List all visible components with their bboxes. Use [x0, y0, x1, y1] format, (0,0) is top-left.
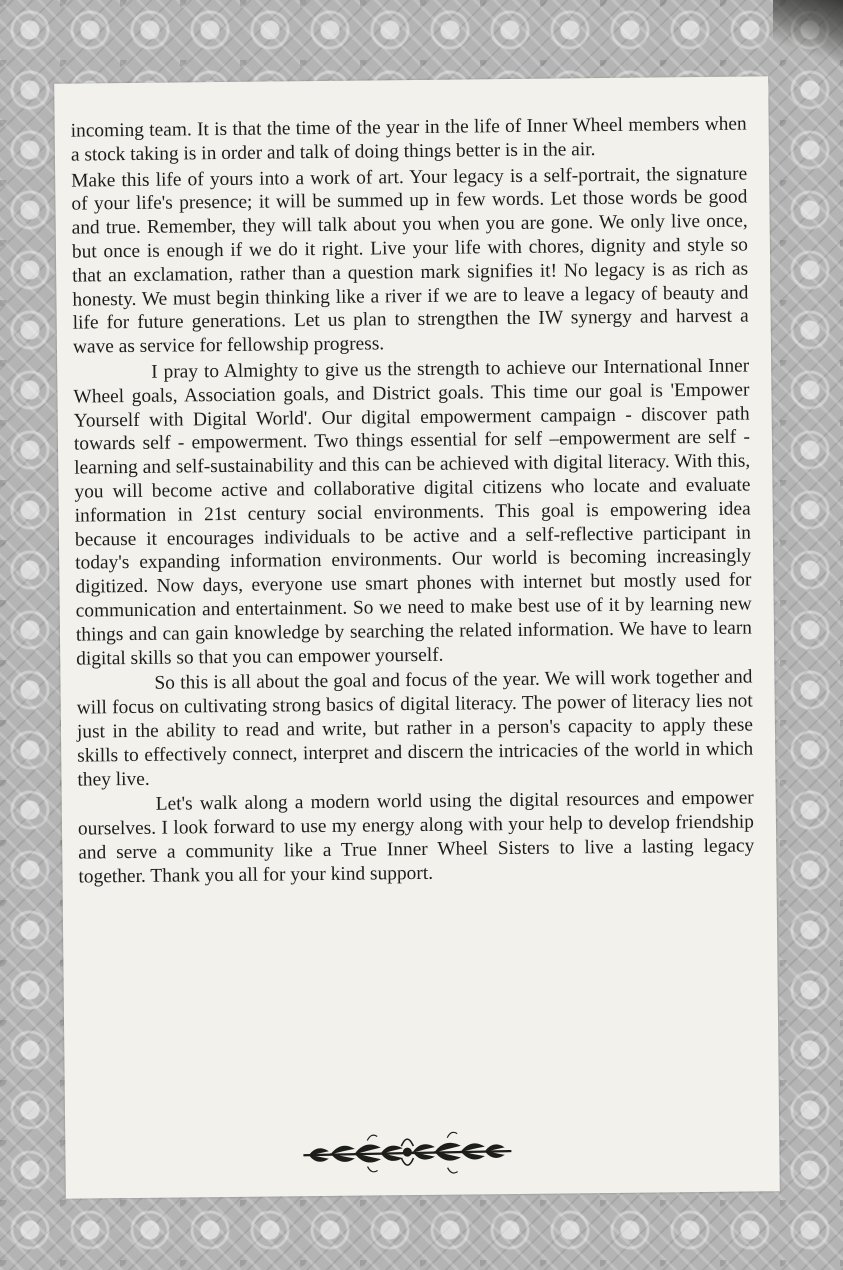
paragraph-4: So this is all about the goal and focus of the year. We will work together and will focus on cultivating strong basics of digital literacy. The power of literacy lies not just in the ability to read and write, but rather in a person's capacity to apply these skills to effectively connect, interpret and discern the intricacies of the world in which they live.: [76, 666, 754, 791]
text-panel: [54, 76, 780, 1198]
paragraph-5: Let's walk along a modern world using the digital resources and empower ourselves. I look forward to use my energy along with your help to develop friendship and serve a community like a True Inner Wheel Sisters to live a lasting legacy together. Thank you all for your kind support.: [77, 787, 755, 888]
paragraph-2: Make this life of yours into a work of art. Your legacy is a self-portrait, the signature of your life's presence; it will be summed up in few words. Let those words be good and true. Remember, they will talk about you when you are gone. We only live once, but once is enough if we do it right. Live your life with chores, dignity and style so that an exclamation, rather than a question mark signifies it! No legacy is as rich as honesty. We must begin thinking like a river if we are to leave a legacy of beauty and life for future generations. Let us plan to strengthen the IW synergy and harvest a wave as service for fellowship progress.: [71, 163, 749, 358]
floral-divider-icon: [297, 1125, 518, 1179]
paragraph-1: incoming team. It is that the time of the year in the life of Inner Wheel members when a stock taking is in order and talk of doing things better is in the air.: [70, 113, 747, 166]
paragraph-3: I pray to Almighty to give us the strength to achieve our International Inner Wheel goals, Association goals, and District goals. This time our goal is 'Empower Yourself with Digital World'. Our digital empowerment campaign - discover path towards self - empowerment. Two things essential for self –empowerment are self - learning and self-sustainability and this can be achieved with digital literacy. With this, you will become active and collaborative digital citizens who locate and evaluate information in 21st century social environments. This goal is empowering idea because it encourages individuals to be active and a self-reflective participant in today's expanding information environments. Our world is becoming increasingly digitized. Now days, everyone use smart phones with internet but mostly used for communication and entertainment. So we need to make best use of it by learning new things and can gain knowledge by searching the related information. We have to learn digital skills so that you can empower yourself.: [73, 355, 753, 670]
page-shadow: [773, 0, 843, 70]
body-text: [71, 113, 755, 890]
